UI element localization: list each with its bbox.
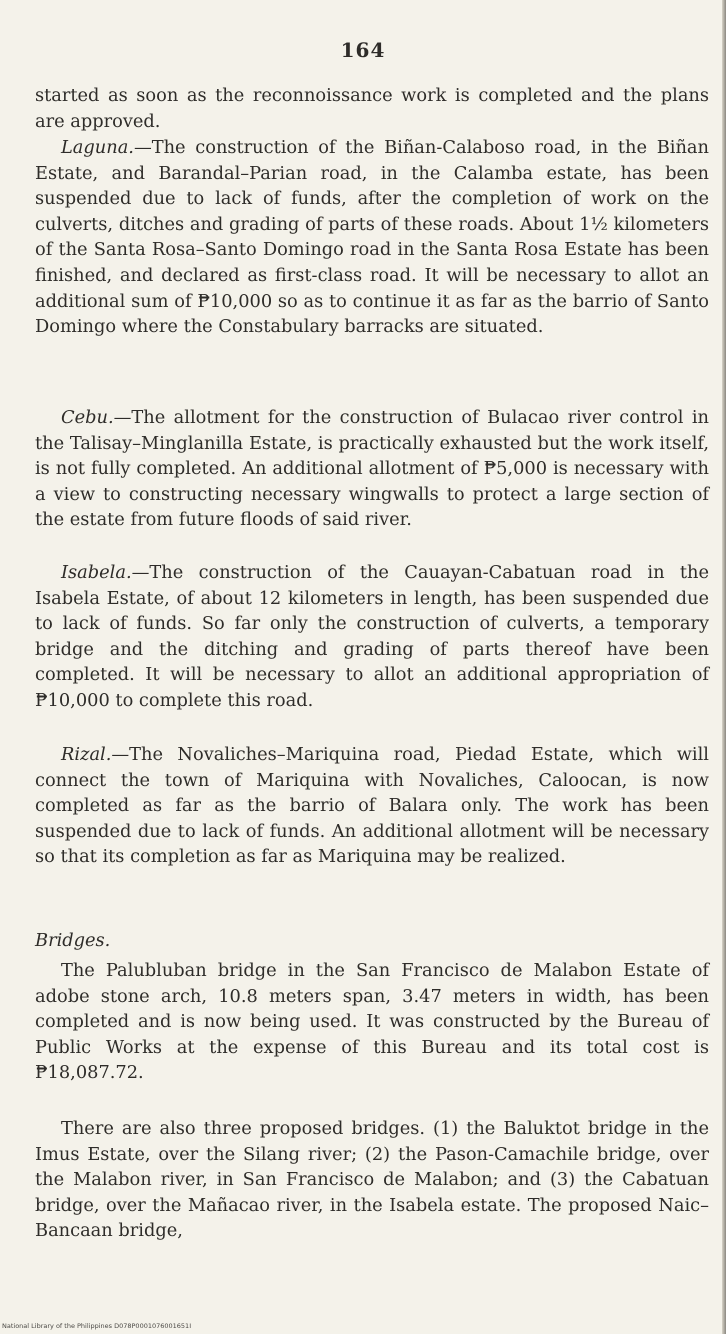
paragraph-rizal: [35, 742, 709, 870]
paragraph-proposed-bridges-text: There are also three proposed bridges. (1) the Baluktot bridge in the Imus Estate, over the Silang river; (2) the Pason-Camachile bridge, over the Malabon river, in San Francisco de Malabon; and (3) the Cabatuan bridge, over the Mañacao river, in the Isabela estate. The proposed Naic–Bancaan bridge,: [35, 1118, 709, 1242]
paragraph-intro-text: started as soon as the reconnoissance work is completed and the plans are approved.: [35, 85, 709, 132]
paragraph-isabela: [35, 560, 709, 714]
paragraph-laguna-lead: Laguna.: [61, 137, 134, 158]
paragraph-intro: [35, 83, 709, 134]
paragraph-isabela-text: —The construction of the Cauayan-Cabatuan road in the Isabela Estate, of about 12 kilometers in length, has been suspended due to lack of funds. So far only the construction of culverts, a temporary bridge and the ditching and grading of parts thereof have been completed. It will be necessary to allot an additional appropriation of ₱10,000 to complete this road.: [35, 562, 709, 711]
scan-footer-caption: National Library of the Philippines D078P0001076001651I: [2, 1322, 192, 1330]
paragraph-isabela-lead: Isabela.: [61, 562, 132, 583]
paragraph-laguna-text: —The construction of the Biñan-Calaboso road, in the Biñan Estate, and Barandal–Parian road, in the Calamba estate, has been suspended due to lack of funds, after the completion of work on the culverts, ditches and grading of parts of these roads. About 1½ kilometers of the Santa Rosa–Santo Domingo road in the Santa Rosa Estate has been finished, and declared as first-class road. It will be necessary to allot an additional sum of ₱10,000 so as to continue it as far as the barrio of Santo Domingo where the Constabulary barracks are situated.: [35, 137, 709, 338]
paragraph-cebu-text: —The allotment for the construction of Bulacao river control in the Talisay–Minglanilla Estate, is practically exhausted but the work itself, is not fully completed. An additional allotment of ₱5,000 is necessary with a view to constructing necessary wingwalls to protect a large section of the estate from future floods of said river.: [35, 407, 709, 531]
page-number: 164: [340, 38, 386, 62]
paragraph-cebu-lead: Cebu.: [61, 407, 114, 428]
paragraph-rizal-lead: Rizal.: [61, 744, 112, 765]
page-edge-shadow: [722, 0, 726, 1334]
paragraph-laguna: [35, 135, 709, 340]
paragraph-palubluban: [35, 958, 709, 1086]
paragraph-proposed-bridges: [35, 1116, 709, 1244]
paragraph-cebu: [35, 405, 709, 533]
section-heading-bridges: Bridges.: [35, 930, 111, 951]
paragraph-palubluban-text: The Palubluban bridge in the San Francisco de Malabon Estate of adobe stone arch, 10.8 meters span, 3.47 meters in width, has been completed and is now being used. It was constructed by the Bureau of Public Works at the expense of this Bureau and its total cost is ₱18,087.72.: [35, 960, 709, 1084]
paragraph-rizal-text: —The Novaliches–Mariquina road, Piedad Estate, which will connect the town of Mariquina with Novaliches, Caloocan, is now completed as far as the barrio of Balara only. The work has been suspended due to lack of funds. An additional allotment will be necessary so that its completion as far as Mariquina may be realized.: [35, 744, 709, 868]
